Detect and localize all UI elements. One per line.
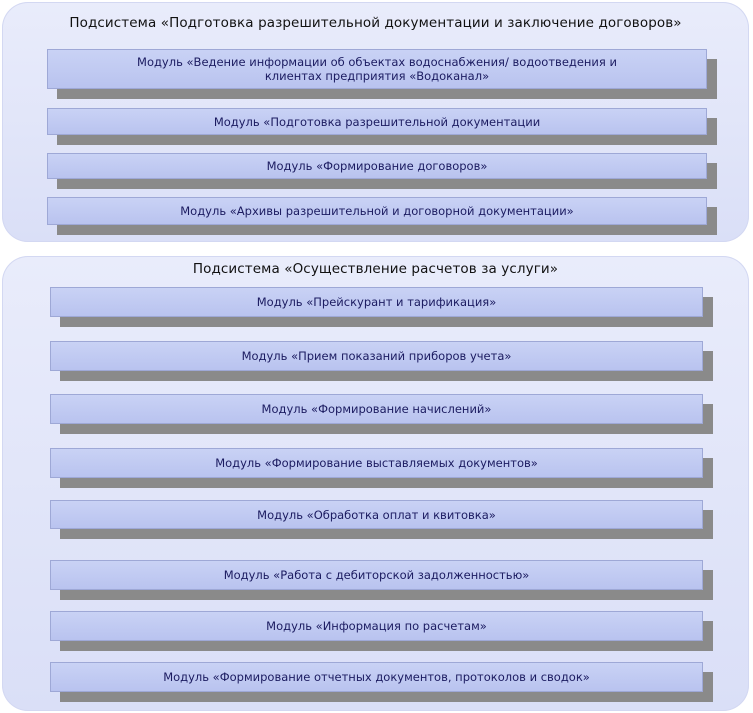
module-box: [50, 448, 703, 478]
module-label: Модуль «Прейскурант и тарификация»: [256, 295, 497, 309]
module-reports: [50, 662, 703, 692]
module-box: [47, 153, 707, 179]
module-meter-readings: [50, 341, 703, 371]
module-box: [47, 49, 707, 89]
module-box: [50, 394, 703, 424]
module-label: Модуль «Обработка оплат и квитовка»: [257, 507, 496, 522]
module-label: Модуль «Формирование договоров»: [266, 159, 488, 173]
module-permit-docs: [47, 108, 707, 135]
module-label: Модуль «Информация по расчетам»: [266, 619, 487, 633]
module-label: Модуль «Формирование отчетных документов, протоколов и сводок»: [163, 670, 590, 684]
module-box: [50, 662, 703, 692]
module-contracts: [47, 153, 707, 179]
module-settlement-info: [50, 611, 703, 641]
module-invoices: [50, 448, 703, 478]
module-object-info: [47, 49, 707, 89]
module-price-list: [50, 287, 703, 317]
subsystem-panel-settlements: [2, 256, 749, 711]
module-box: [50, 341, 703, 371]
module-label: Модуль «Работа с дебиторской задолженностью»: [223, 568, 530, 582]
module-box: [50, 560, 703, 590]
subsystem-title: Подсистема «Подготовка разрешительной документации и заключение договоров»: [69, 15, 682, 31]
module-box: [47, 108, 707, 135]
module-box: [47, 197, 707, 225]
module-box: [50, 287, 703, 317]
module-label: Модуль «Формирование выставляемых документов»: [215, 456, 538, 470]
module-label: Модуль «Архивы разрешительной и договорной документации»: [180, 204, 574, 218]
module-label: Модуль «Формирование начислений»: [261, 402, 492, 416]
module-box: [50, 611, 703, 641]
module-label: Модуль «Подготовка разрешительной документации: [213, 114, 541, 129]
module-archives: [47, 197, 707, 225]
module-box: [50, 500, 703, 529]
module-label: Модуль «Прием показаний приборов учета»: [241, 349, 512, 363]
module-payments: [50, 500, 703, 529]
subsystem-panel-document-preparation: [2, 2, 749, 242]
subsystem-title: Подсистема «Осуществление расчетов за услуги»: [192, 261, 559, 277]
module-label: Модуль «Ведение информации об объектах водоснабжения/ водоотведения и клиентах предприятия «Водоканал»: [137, 55, 617, 83]
module-receivables: [50, 560, 703, 590]
module-charges: [50, 394, 703, 424]
